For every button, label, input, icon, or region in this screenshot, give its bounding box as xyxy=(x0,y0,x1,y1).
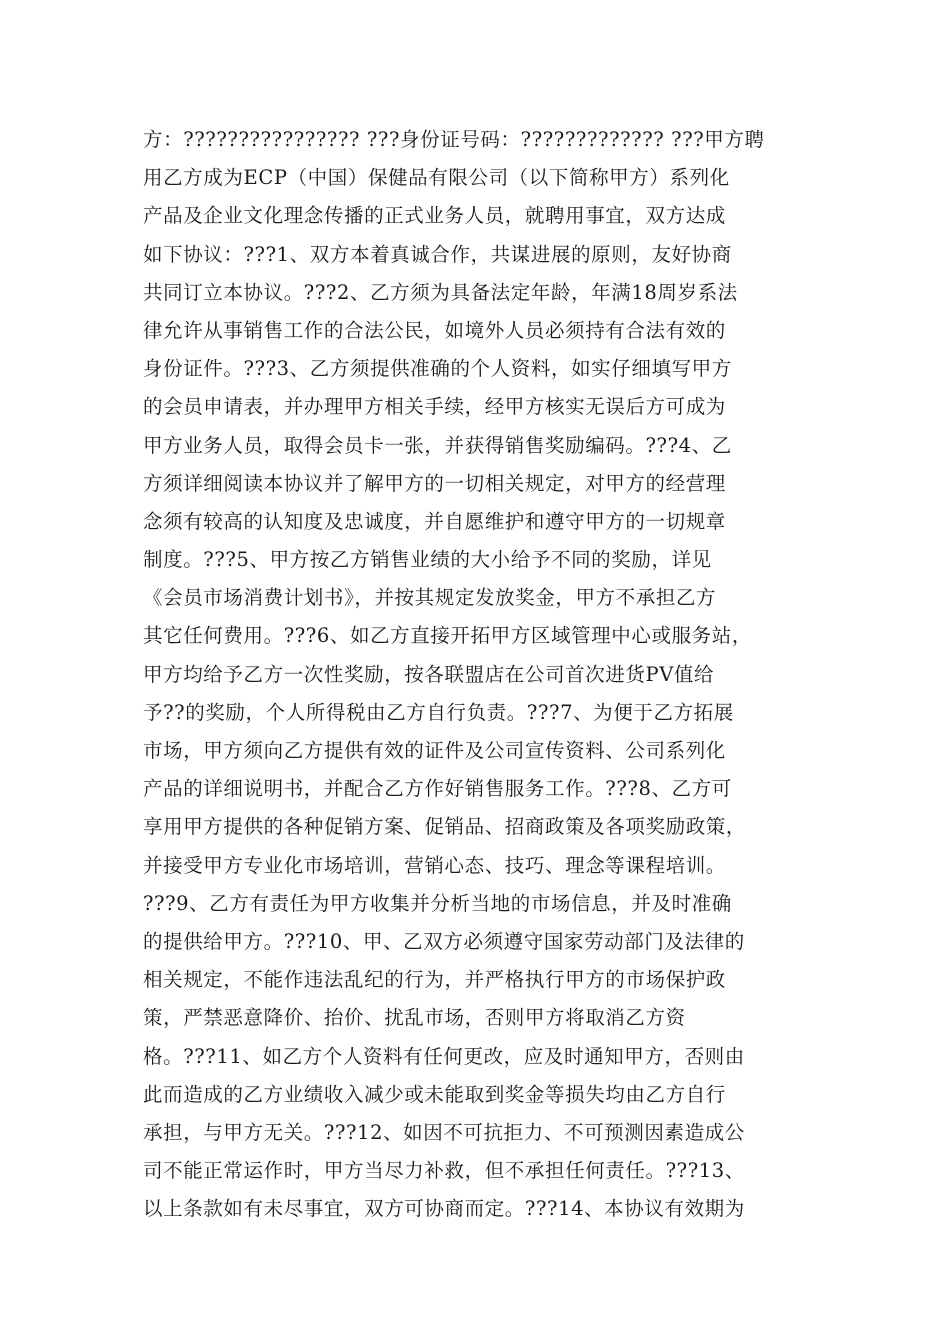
text-line: 甲方均给予乙方一次性奖励，按各联盟店在公司首次进货PV值给 xyxy=(143,662,715,686)
text-line: 策，严禁恶意降价、抬价、扰乱市场，否则甲方将取消乙方资 xyxy=(143,1006,686,1030)
text-line: ???9、乙方有责任为甲方收集并分析当地的市场信息，并及时准确 xyxy=(143,891,732,915)
text-line: 此而造成的乙方业绩收入减少或未能取到奖金等损失均由乙方自行 xyxy=(143,1082,726,1106)
text-line: 以上条款如有未尽事宜，双方可协商而定。???14、本协议有效期为 xyxy=(143,1197,745,1221)
text-line: 格。???11、如乙方个人资料有任何更改，应及时通知甲方，否则由 xyxy=(143,1044,745,1068)
text-line: 身份证件。???3、乙方须提供准确的个人资料，如实仔细填写甲方 xyxy=(143,357,732,381)
text-line: 其它任何费用。???6、如乙方直接开拓甲方区域管理中心或服务站， xyxy=(143,624,752,648)
text-line: 的会员申请表，并办理甲方相关手续，经甲方核实无误后方可成为 xyxy=(143,395,726,419)
text-line: 司不能正常运作时，甲方当尽力补救，但不承担任何责任。???13、 xyxy=(143,1159,745,1183)
document-body xyxy=(143,121,823,1228)
text-line: 产品的详细说明书，并配合乙方作好销售服务工作。???8、乙方可 xyxy=(143,777,732,801)
text-line: 并接受甲方专业化市场培训，营销心态、技巧、理念等课程培训。 xyxy=(143,853,726,877)
text-line: 用乙方成为ECP（中国）保健品有限公司（以下简称甲方）系列化 xyxy=(143,166,730,190)
text-line: 共同订立本协议。???2、乙方须为具备法定年龄，年满18周岁系法 xyxy=(143,280,738,304)
text-line: 产品及企业文化理念传播的正式业务人员，就聘用事宜，双方达成 xyxy=(143,204,726,228)
text-line: 予??的奖励，个人所得税由乙方自行负责。???7、为便于乙方拓展 xyxy=(143,700,734,724)
text-line: 的提供给甲方。???10、甲、乙双方必须遵守国家劳动部门及法律的 xyxy=(143,929,745,953)
text-line: 方：???????????????? ???身份证号码：????????????? ???甲方聘 xyxy=(143,128,765,151)
text-line: 方须详细阅读本协议并了解甲方的一切相关规定，对甲方的经营理 xyxy=(143,471,726,495)
text-line: 《会员市场消费计划书》，并按其规定发放奖金，甲方不承担乙方 xyxy=(143,586,717,610)
text-line: 如下协议：???1、双方本着真诚合作，共谋进展的原则，友好协商 xyxy=(143,242,732,266)
text-line: 制度。???5、甲方按乙方销售业绩的大小给予不同的奖励，详见 xyxy=(143,548,712,572)
text-line: 相关规定，不能作违法乱纪的行为，并严格执行甲方的市场保护政 xyxy=(143,968,726,992)
text-line: 享用甲方提供的各种促销方案、促销品、招商政策及各项奖励政策， xyxy=(143,815,747,839)
text-line: 律允许从事销售工作的合法公民，如境外人员必须持有合法有效的 xyxy=(143,318,726,342)
text-line: 甲方业务人员，取得会员卡一张，并获得销售奖励编码。???4、乙 xyxy=(143,433,732,457)
text-line: 念须有较高的认知度及忠诚度，并自愿维护和遵守甲方的一切规章 xyxy=(143,509,726,533)
text-line: 承担，与甲方无关。???12、如因不可抗拒力、不可预测因素造成公 xyxy=(143,1120,745,1144)
text-line: 市场，甲方须向乙方提供有效的证件及公司宣传资料、公司系列化 xyxy=(143,739,726,762)
